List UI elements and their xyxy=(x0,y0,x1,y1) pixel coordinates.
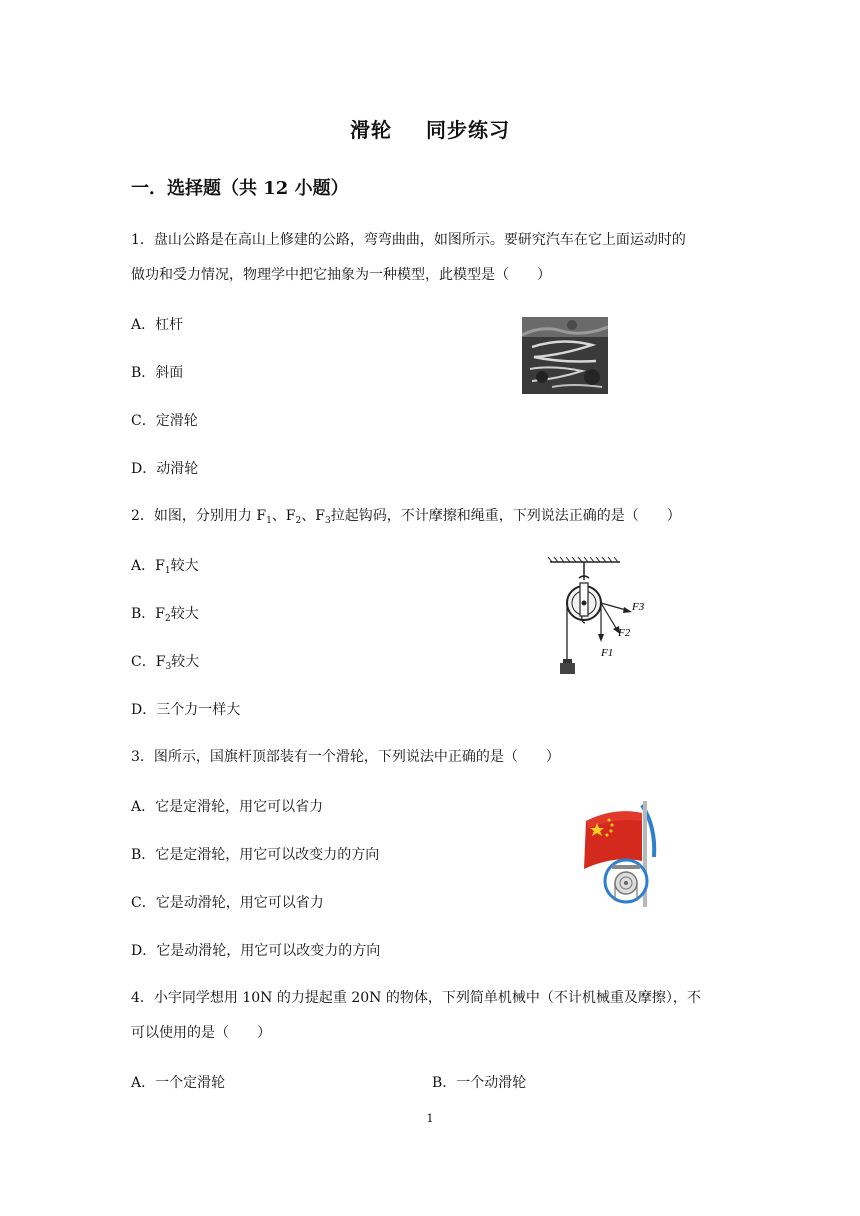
question-2-option-d: D．三个力一样大 xyxy=(131,702,241,718)
f1-label: F1 xyxy=(601,647,614,659)
question-1-option-a: A．杠杆 xyxy=(131,317,184,333)
question-1-option-c: C．定滑轮 xyxy=(131,413,198,429)
section-heading: 一．选择题（共 12 小题） xyxy=(131,178,349,199)
question-4-stem-line-2: 可以使用的是（ ） xyxy=(131,1025,271,1041)
question-3-stem: 3．图所示，国旗杆顶部装有一个滑轮，下列说法中正确的是（ ） xyxy=(131,749,560,765)
f2-label: F2 xyxy=(618,627,631,639)
question-4-stem-line-1: 4．小宇同学想用 10N 的力提起重 20N 的物体，下列简单机械中（不计机械重及摩擦），不 xyxy=(131,990,701,1006)
question-3-option-a: A．它是定滑轮，用它可以省力 xyxy=(131,799,324,815)
question-2-option-a: A．$F_1$较大 xyxy=(131,558,199,576)
question-2-stem: 2．如图，分别用力 $F_1$、$F_2$、$F_3$拉起钩码，不计摩擦和绳重，下列说法正确的是（ ） xyxy=(131,508,681,526)
question-2-option-b: B．$F_2$较大 xyxy=(131,606,199,624)
question-4-option-a: A．一个定滑轮 xyxy=(131,1075,226,1091)
question-4-option-b: B．一个动滑轮 xyxy=(432,1075,527,1091)
mountain-road-photo xyxy=(522,317,608,394)
question-1-stem-line-1: 1．盘山公路是在高山上修建的公路，弯弯曲曲，如图所示。要研究汽车在它上面运动时的 xyxy=(131,232,686,248)
title-part-2: 同步练习 xyxy=(426,118,510,142)
question-1-option-d: D．动滑轮 xyxy=(131,461,199,477)
question-3-option-b: B．它是定滑轮，用它可以改变力的方向 xyxy=(131,847,380,863)
question-1-option-b: B．斜面 xyxy=(131,365,184,381)
f3-label: F3 xyxy=(632,601,645,613)
question-2-option-c: C．$F_3$较大 xyxy=(131,654,200,672)
question-3-option-d: D．它是动滑轮，用它可以改变力的方向 xyxy=(131,943,381,959)
question-1-stem-line-2: 做功和受力情况，物理学中把它抽象为一种模型，此模型是（ ） xyxy=(131,267,551,283)
question-3-option-c: C．它是动滑轮，用它可以省力 xyxy=(131,895,324,911)
page-number: 1 xyxy=(426,1112,434,1125)
pulley-diagram xyxy=(544,556,660,676)
page-title xyxy=(0,114,860,143)
flag-pole-pulley xyxy=(580,797,662,909)
title-part-1: 滑轮 xyxy=(350,118,392,142)
